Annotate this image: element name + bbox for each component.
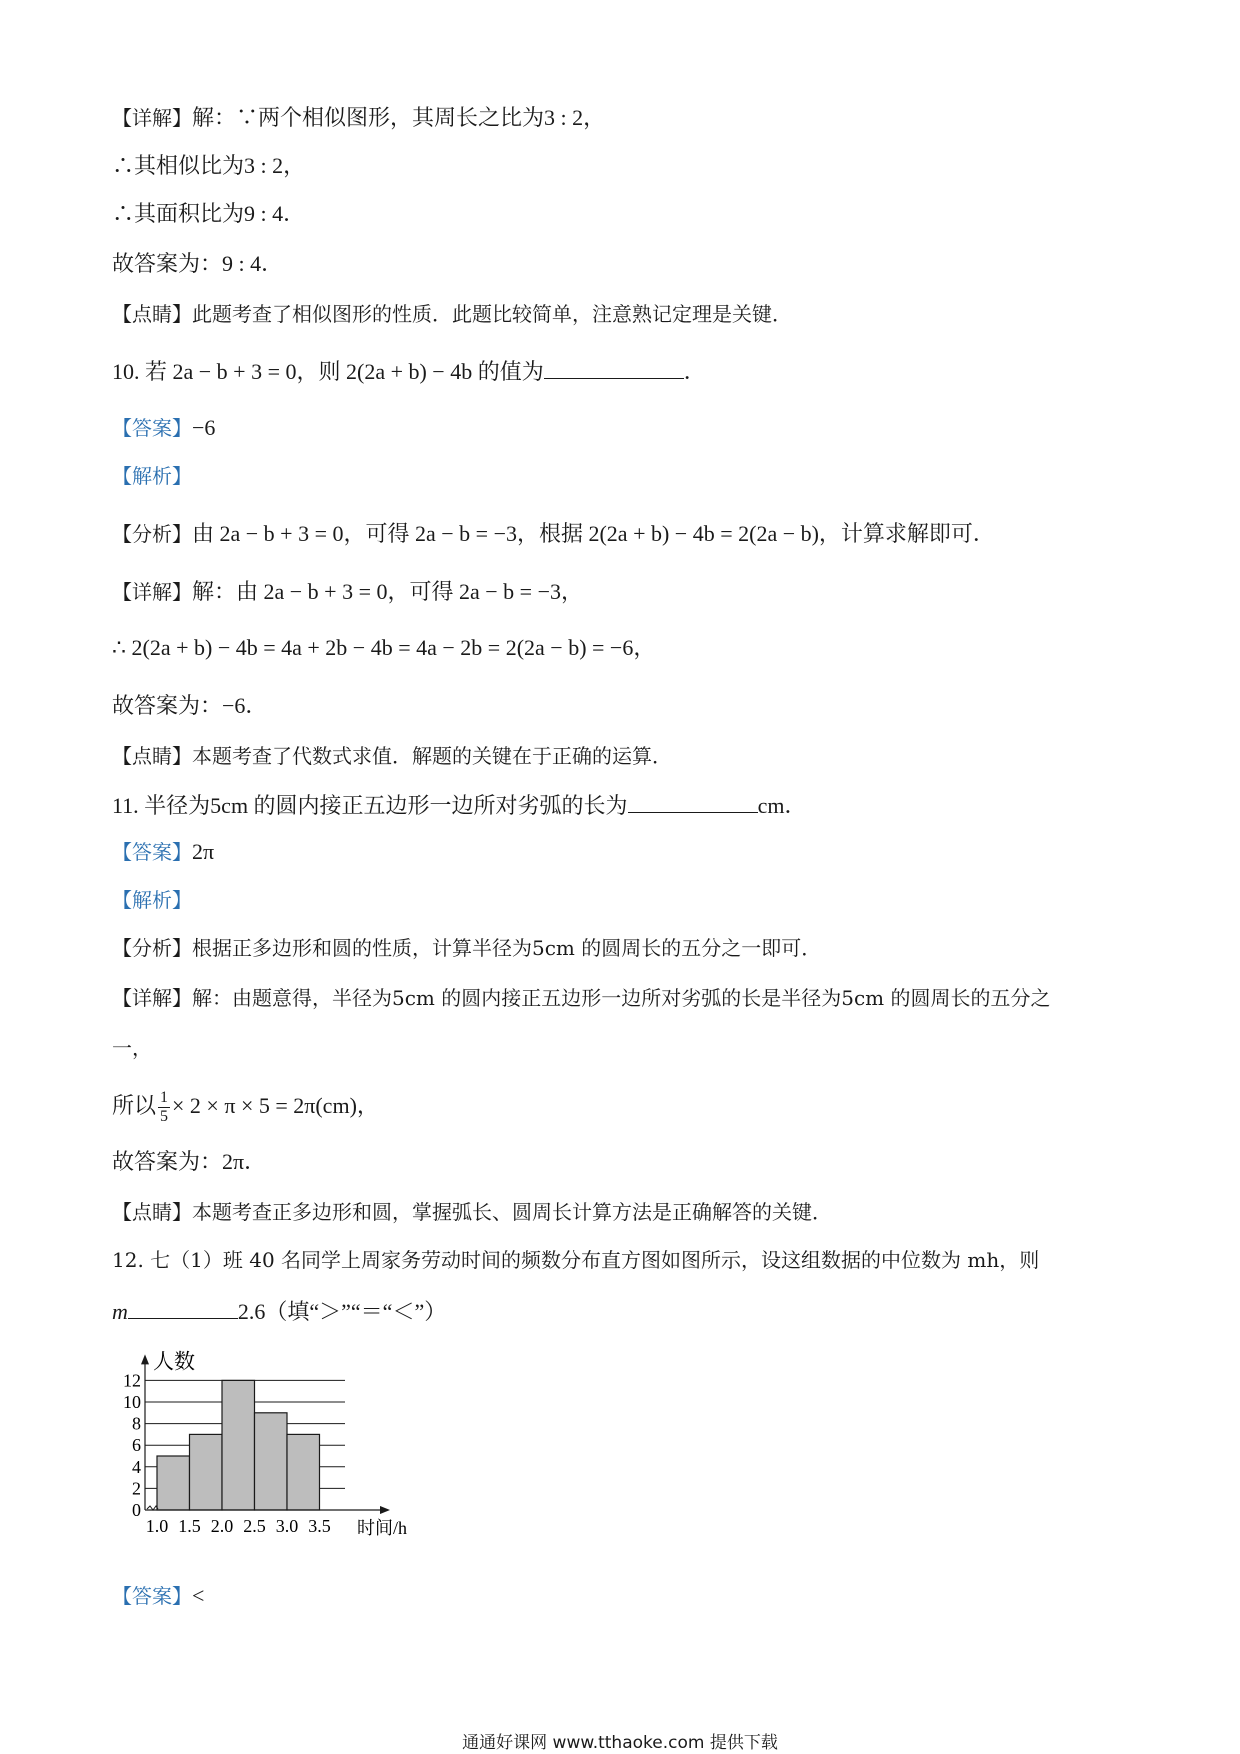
detail-tag: 【详解】 — [112, 986, 192, 1010]
q10-detail — [112, 578, 583, 606]
calc-prefix: 所以 — [112, 1093, 157, 1118]
answer-value: < — [192, 1583, 205, 1608]
q11-detail — [112, 984, 1051, 1012]
q11-calc — [112, 1086, 379, 1126]
q11-detail-cont: 一， — [112, 1036, 152, 1060]
x-tick-label: 2.0 — [210, 1516, 234, 1536]
q9-step2: ∴其面积比为9 : 4． — [112, 201, 306, 226]
x-tick-label: 3.0 — [275, 1516, 299, 1536]
y-tick-label: 2 — [132, 1478, 141, 1499]
histogram-bar — [255, 1413, 288, 1510]
analyze-text: 根据正多边形和圆的性质，计算半径为5cm 的圆周长的五分之一即可． — [192, 936, 822, 960]
calc-rest: × 2 × π × 5 = 2π(cm)， — [172, 1093, 379, 1118]
q9-detail — [112, 104, 605, 132]
analyze-tag: 【分析】 — [112, 936, 192, 960]
stem-end: ． — [683, 359, 706, 384]
y-tick-label: 8 — [132, 1413, 141, 1434]
histogram-bar — [157, 1456, 190, 1510]
x-axis-arrow — [380, 1506, 390, 1514]
histogram-bar — [222, 1380, 255, 1510]
detail-tag: 【详解】 — [112, 580, 192, 604]
histogram-bar — [287, 1434, 320, 1510]
q11-stem — [112, 790, 806, 820]
analyze-tag: 【分析】 — [112, 522, 192, 546]
footer: 通通好课网 www.tthaoke.com 提供下载 — [462, 1733, 778, 1753]
histogram-bar — [190, 1434, 223, 1510]
comment-tag: 【点睛】 — [112, 744, 192, 768]
answer-value: 2π — [192, 839, 215, 864]
y-axis-arrow — [141, 1354, 149, 1364]
q9-step1: ∴其相似比为3 : 2， — [112, 153, 306, 178]
fraction-denominator: 5 — [160, 1108, 169, 1126]
stem-text: 11. 半径为5cm 的圆内接正五边形一边所对劣弧的长为 — [112, 793, 628, 818]
y-tick-label: 6 — [132, 1435, 141, 1456]
answer-blank — [628, 790, 758, 813]
q11-comment — [112, 1198, 832, 1226]
comment-tag: 【点睛】 — [112, 1200, 192, 1224]
q10-answer-line: 故答案为：−6． — [112, 693, 268, 718]
detail-text: 解：由 2a − b + 3 = 0，可得 2a − b = −3， — [192, 579, 583, 604]
q12-stem-line2 — [112, 1296, 446, 1326]
answer-tag: 【答案】 — [112, 416, 192, 440]
histogram-chart — [100, 1330, 420, 1545]
comment-text: 本题考查正多边形和圆，掌握弧长、圆周长计算方法是正确解答的关键． — [192, 1200, 832, 1224]
x-tick-label: 1.5 — [178, 1516, 201, 1536]
y-tick-label: 4 — [132, 1456, 141, 1477]
x-tick-label: 1.0 — [145, 1516, 169, 1536]
comment-text: 此题考查了相似图形的性质．此题比较简单，注意熟记定理是关键． — [192, 302, 792, 326]
q10-answer — [112, 414, 215, 442]
stem-end: 2.6（填“＞”“＝“＜”） — [237, 1299, 447, 1324]
comment-tag: 【点睛】 — [112, 302, 192, 326]
q11-analysis-tag: 【解析】 — [112, 888, 192, 912]
y-tick-label: 10 — [123, 1392, 141, 1412]
q10-stem — [112, 356, 706, 386]
fraction — [158, 1089, 170, 1126]
answer-blank — [128, 1296, 238, 1319]
detail-text: 解：由题意得，半径为5cm 的圆内接正五边形一边所对劣弧的长是半径为5cm 的圆周长的五分之 — [192, 986, 1051, 1010]
answer-value: −6 — [192, 415, 216, 440]
median-variable: m — [112, 1299, 128, 1324]
y-axis-title: 人数 — [153, 1349, 195, 1374]
answer-tag: 【答案】 — [112, 1584, 192, 1608]
q11-answer — [112, 838, 214, 866]
stem-text: 10. 若 2a − b + 3 = 0，则 2(2a + b) − 4b 的值为 — [112, 359, 544, 384]
q10-comment — [112, 742, 672, 770]
detail-tag: 【详解】 — [112, 106, 192, 130]
q11-analyze — [112, 934, 821, 962]
comment-text: 本题考查了代数式求值．解题的关键在于正确的运算． — [192, 744, 672, 768]
answer-blank — [544, 356, 684, 379]
q10-analyze — [112, 520, 995, 548]
x-tick-label: 2.5 — [243, 1516, 266, 1536]
q9-answer-line: 故答案为：9 : 4． — [112, 251, 284, 276]
stem-end: cm． — [757, 793, 807, 818]
q12-answer — [112, 1582, 204, 1610]
fraction-numerator: 1 — [160, 1089, 169, 1107]
q10-analysis-tag: 【解析】 — [112, 464, 192, 488]
x-tick-label: 3.5 — [308, 1516, 331, 1536]
q10-step1: ∴ 2(2a + b) − 4b = 4a + 2b − 4b = 4a − 2b = 2(2a − b) = −6， — [112, 635, 656, 660]
x-axis-title: 时间/h — [357, 1518, 408, 1538]
q9-comment — [112, 300, 792, 328]
detail-text: 解：∵两个相似图形，其周长之比为3 : 2， — [192, 105, 606, 130]
q12-stem-line1: 12. 七（1）班 40 名同学上周家务劳动时间的频数分布直方图如图所示，设这组数据的中位数为 mh，则 — [112, 1248, 1040, 1272]
q11-answer-line: 故答案为：2π． — [112, 1149, 267, 1174]
answer-tag: 【答案】 — [112, 840, 192, 864]
analyze-text: 由 2a − b + 3 = 0，可得 2a − b = −3，根据 2(2a + b) − 4b = 2(2a − b)，计算求解即可． — [192, 521, 995, 546]
y-tick-label: 0 — [132, 1500, 141, 1520]
y-tick-label: 12 — [123, 1370, 141, 1391]
